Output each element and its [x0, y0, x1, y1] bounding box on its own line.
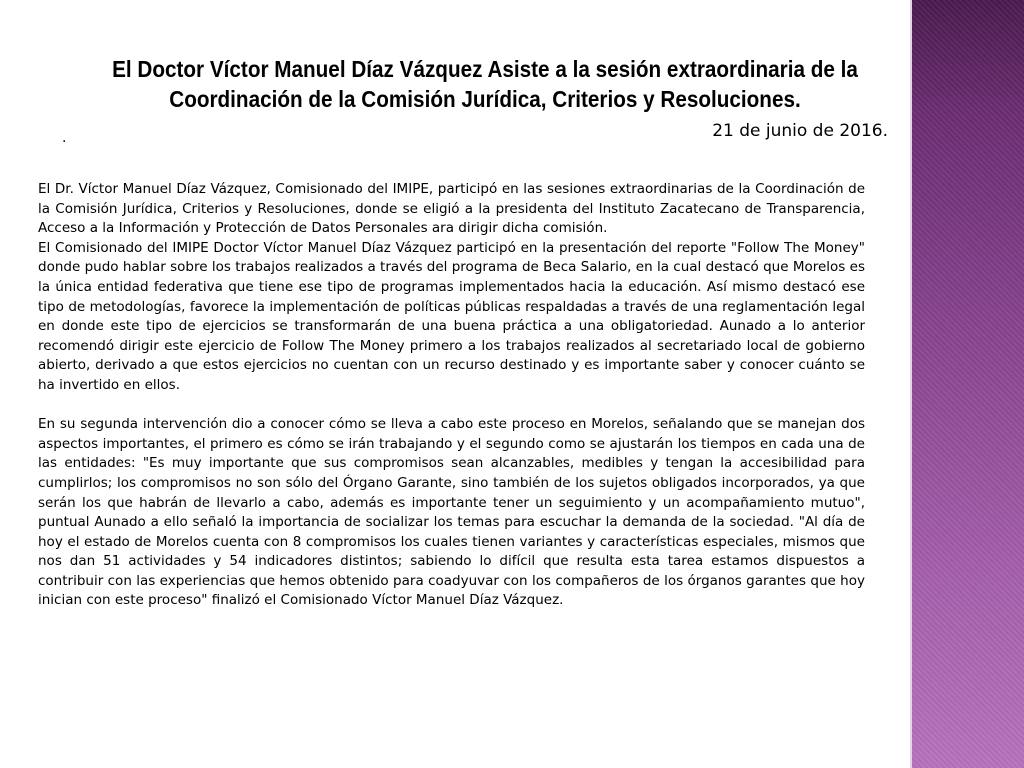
article-body: [38, 180, 865, 611]
bullet-dot: .: [62, 130, 67, 146]
decorative-side-band: [912, 0, 1024, 768]
date-label: 21 de junio de 2016.: [712, 121, 888, 141]
paragraph-1: El Dr. Víctor Manuel Díaz Vázquez, Comisionado del IMIPE, participó en las sesiones extraordinarias de la Coordinación de la Comisión Jurídica, Criterios y Resoluciones, donde se eligió a la presidenta del Instituto Zacatecano de Transparencia, Acceso a la Información y Protección de Datos Personales ara dirigir dicha comisión.: [38, 181, 865, 237]
slide-title: El Doctor Víctor Manuel Díaz Vázquez Asiste a la sesión extraordinaria de la Coordinación de la Comisión Jurídica, Criterios y Resoluciones.: [112, 56, 858, 112]
paragraph-3: En su segunda intervención dio a conocer cómo se lleva a cabo este proceso en Morelos, señalando que se manejan dos aspectos importantes, el primero es cómo se irán trabajando y el segundo como se ajustarán los tiempos en cada una de las entidades: "Es muy importante que sus compromisos sean alcanzables, medibles y tengan la accesibilidad para cumplirlos; los compromisos no son sólo del Órgano Garante, sino también de los sujetos obligados incorporados, ya que serán los que habrán de llevarlo a cabo, además es importante tener un seguimiento y un acompañamiento mutuo", puntual Aunado a ello señaló la importancia de socializar los temas para escuchar la demanda de la sociedad. "Al día de hoy el estado de Morelos cuenta con 8 compromisos los cuales tienen variantes y características especiales, mismos que nos dan 51 actividades y 54 indicadores distintos; sabiendo lo difícil que resulta esta tarea estamos dispuestos a contribuir con las experiencias que hemos obtenido para coadyuvar con los compañeros de los órganos garantes que hoy inician con este proceso" finalizó el Comisionado Víctor Manuel Díaz Vázquez.: [38, 416, 865, 609]
paragraph-2: El Comisionado del IMIPE Doctor Víctor Manuel Díaz Vázquez participó en la presentación del reporte "Follow The Money" donde pudo hablar sobre los trabajos realizados a través del programa de Beca Salario, en la cual destacó que Morelos es la única entidad federativa que tiene ese tipo de programas implementados hacia la educación. Así mismo destacó ese tipo de metodologías, favorece la implementación de políticas públicas respaldadas a través de una reglamentación legal en donde este tipo de ejercicios se transformarán de una buena práctica a una obligatoriedad. Aunado a lo anterior recomendó dirigir este ejercicio de Follow The Money primero a los trabajos realizados al secretariado local de gobierno abierto, derivado a que estos ejercicios no cuentan con un recurso destinado y es importante saber y conocer cuánto se ha invertido en ellos.: [38, 239, 865, 393]
